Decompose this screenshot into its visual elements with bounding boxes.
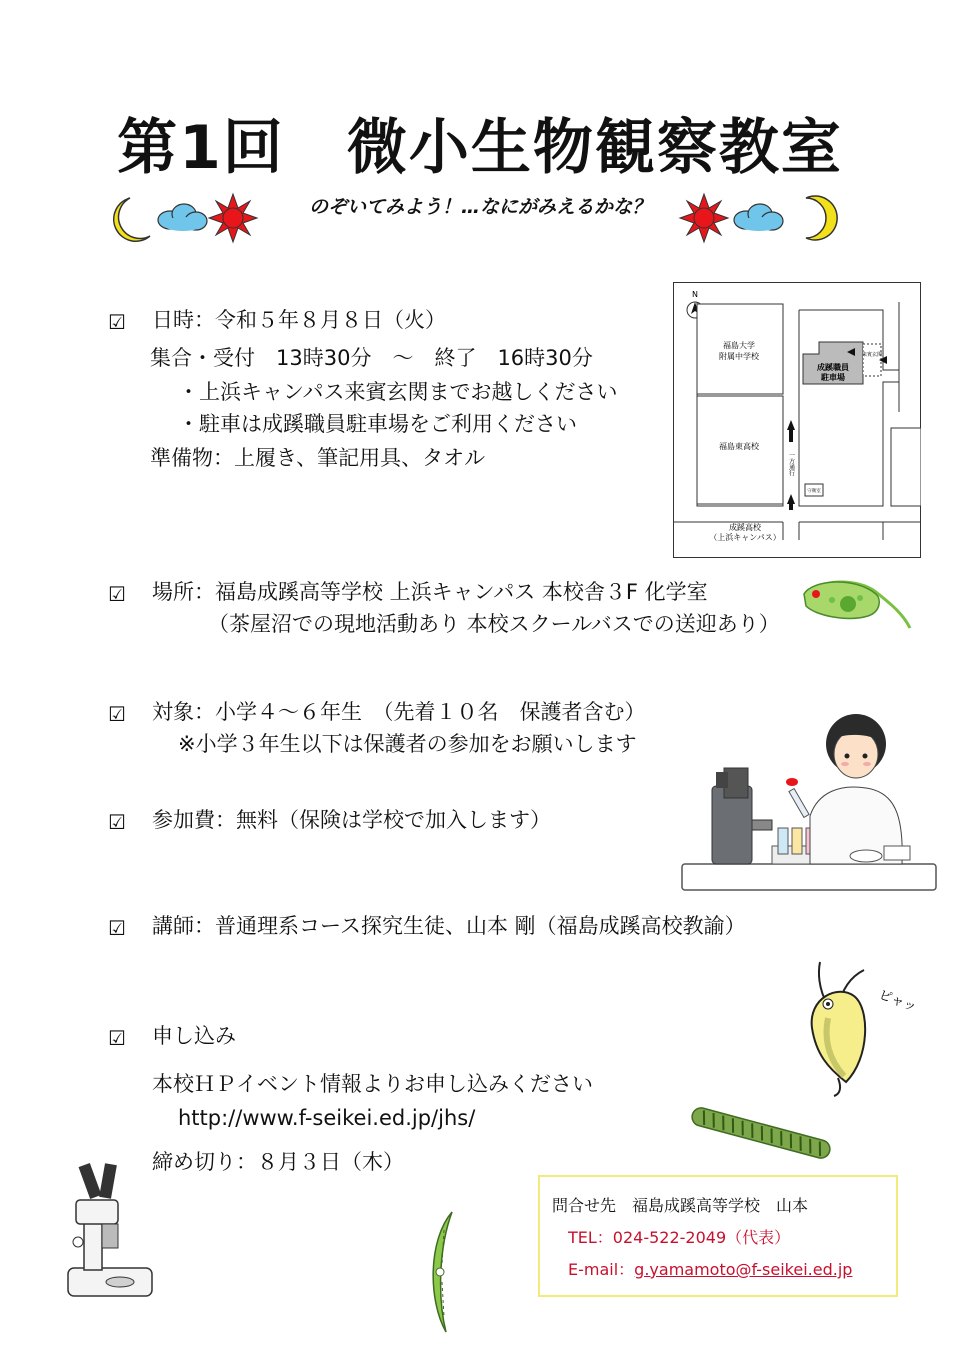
euglena-icon (798, 572, 914, 634)
checkbox-icon: ☑ (108, 1026, 126, 1050)
checkbox-icon: ☑ (108, 582, 126, 606)
closterium-icon (424, 1210, 464, 1334)
checkbox-icon: ☑ (108, 702, 126, 726)
place-line-1: （茶屋沼での現地活動あり 本校スクールバスでの送迎あり） (208, 612, 780, 636)
map-campus-label-b: （上浜キャンパス） (709, 533, 781, 542)
map-entrance-label: 来賓玄関 (861, 352, 883, 358)
lecturer-heading: 講師：普通理系コース探究生徒、山本 剛（福島成蹊高校教諭） (152, 914, 746, 938)
page-title: 第1回 微小生物観察教室 (117, 113, 843, 183)
place-heading: 場所：福島成蹊高等学校 上浜キャンパス 本校舎３F 化学室 (152, 580, 708, 604)
datetime-line-4: 準備物：上履き、筆記用具、タオル (150, 446, 486, 470)
datetime-line-1: 集合・受付 13時30分 ～ 終了 16時30分 (150, 346, 593, 370)
map-parking-label-b: 駐車場 (821, 373, 845, 382)
contact-label: 問合せ先 福島成蹊高等学校 山本 (552, 1196, 809, 1215)
apply-url-link[interactable]: http://www.f-seikei.ed.jp/jhs/ (178, 1106, 476, 1130)
decoration-right (676, 192, 846, 244)
sun-icon (680, 194, 728, 242)
map-school1-label-a: 福島大学 (723, 341, 755, 350)
microbe-bird-illustration (798, 958, 928, 1098)
algae-filament-icon (686, 1104, 836, 1162)
contact-box (538, 1175, 898, 1297)
map-school2-label: 福島東高校 (719, 442, 759, 451)
checkbox-icon: ☑ (108, 916, 126, 940)
moon-icon (806, 196, 837, 240)
map-guard-label: 守衛室 (807, 489, 821, 494)
map-campus-label-a: 成蹊高校 (729, 523, 761, 532)
subtitle: のぞいてみよう！…なにがみえるかな？ (308, 196, 651, 218)
target-heading: 対象：小学４～６年生 （先着１０名 保護者含む） (152, 700, 646, 724)
map-school1-label-b: 附属中学校 (719, 352, 759, 361)
map-oneway-label: 一方通行 (787, 452, 795, 476)
microscope-icon (62, 1156, 158, 1302)
contact-email-link[interactable]: g.yamamoto@f-seikei.ed.jp (634, 1260, 853, 1279)
target-line-1: ※小学３年生以下は保護者の参加をお願いします (178, 732, 637, 756)
apply-line-1: 本校ＨＰイベント情報よりお申し込みください (152, 1072, 593, 1096)
fee-heading: 参加費：無料（保険は学校で加入します） (152, 808, 551, 832)
map-north-label: N (692, 290, 698, 299)
contact-email-label: E-mail： (568, 1260, 635, 1279)
contact-tel: TEL：024-522-2049（代表） (568, 1228, 791, 1247)
apply-heading: 申し込み (152, 1024, 236, 1048)
scientist-illustration (680, 696, 938, 896)
checkbox-icon: ☑ (108, 810, 126, 834)
apply-deadline: 締め切り：８月３日（木） (152, 1150, 404, 1174)
checkbox-icon: ☑ (108, 310, 126, 334)
datetime-heading: 日時：令和５年８月８日（火） (152, 308, 446, 332)
pyat-label: ピャッ (876, 987, 919, 1016)
map-parking-label-a: 成蹊職員 (817, 363, 849, 372)
contact-email-row (568, 1257, 852, 1280)
campus-map (673, 282, 921, 558)
cloud-icon (734, 204, 783, 231)
datetime-line-2: ・上浜キャンパス来賓玄関までお越しください (178, 380, 618, 404)
datetime-line-3: ・駐車は成蹊職員駐車場をご利用ください (178, 412, 577, 436)
